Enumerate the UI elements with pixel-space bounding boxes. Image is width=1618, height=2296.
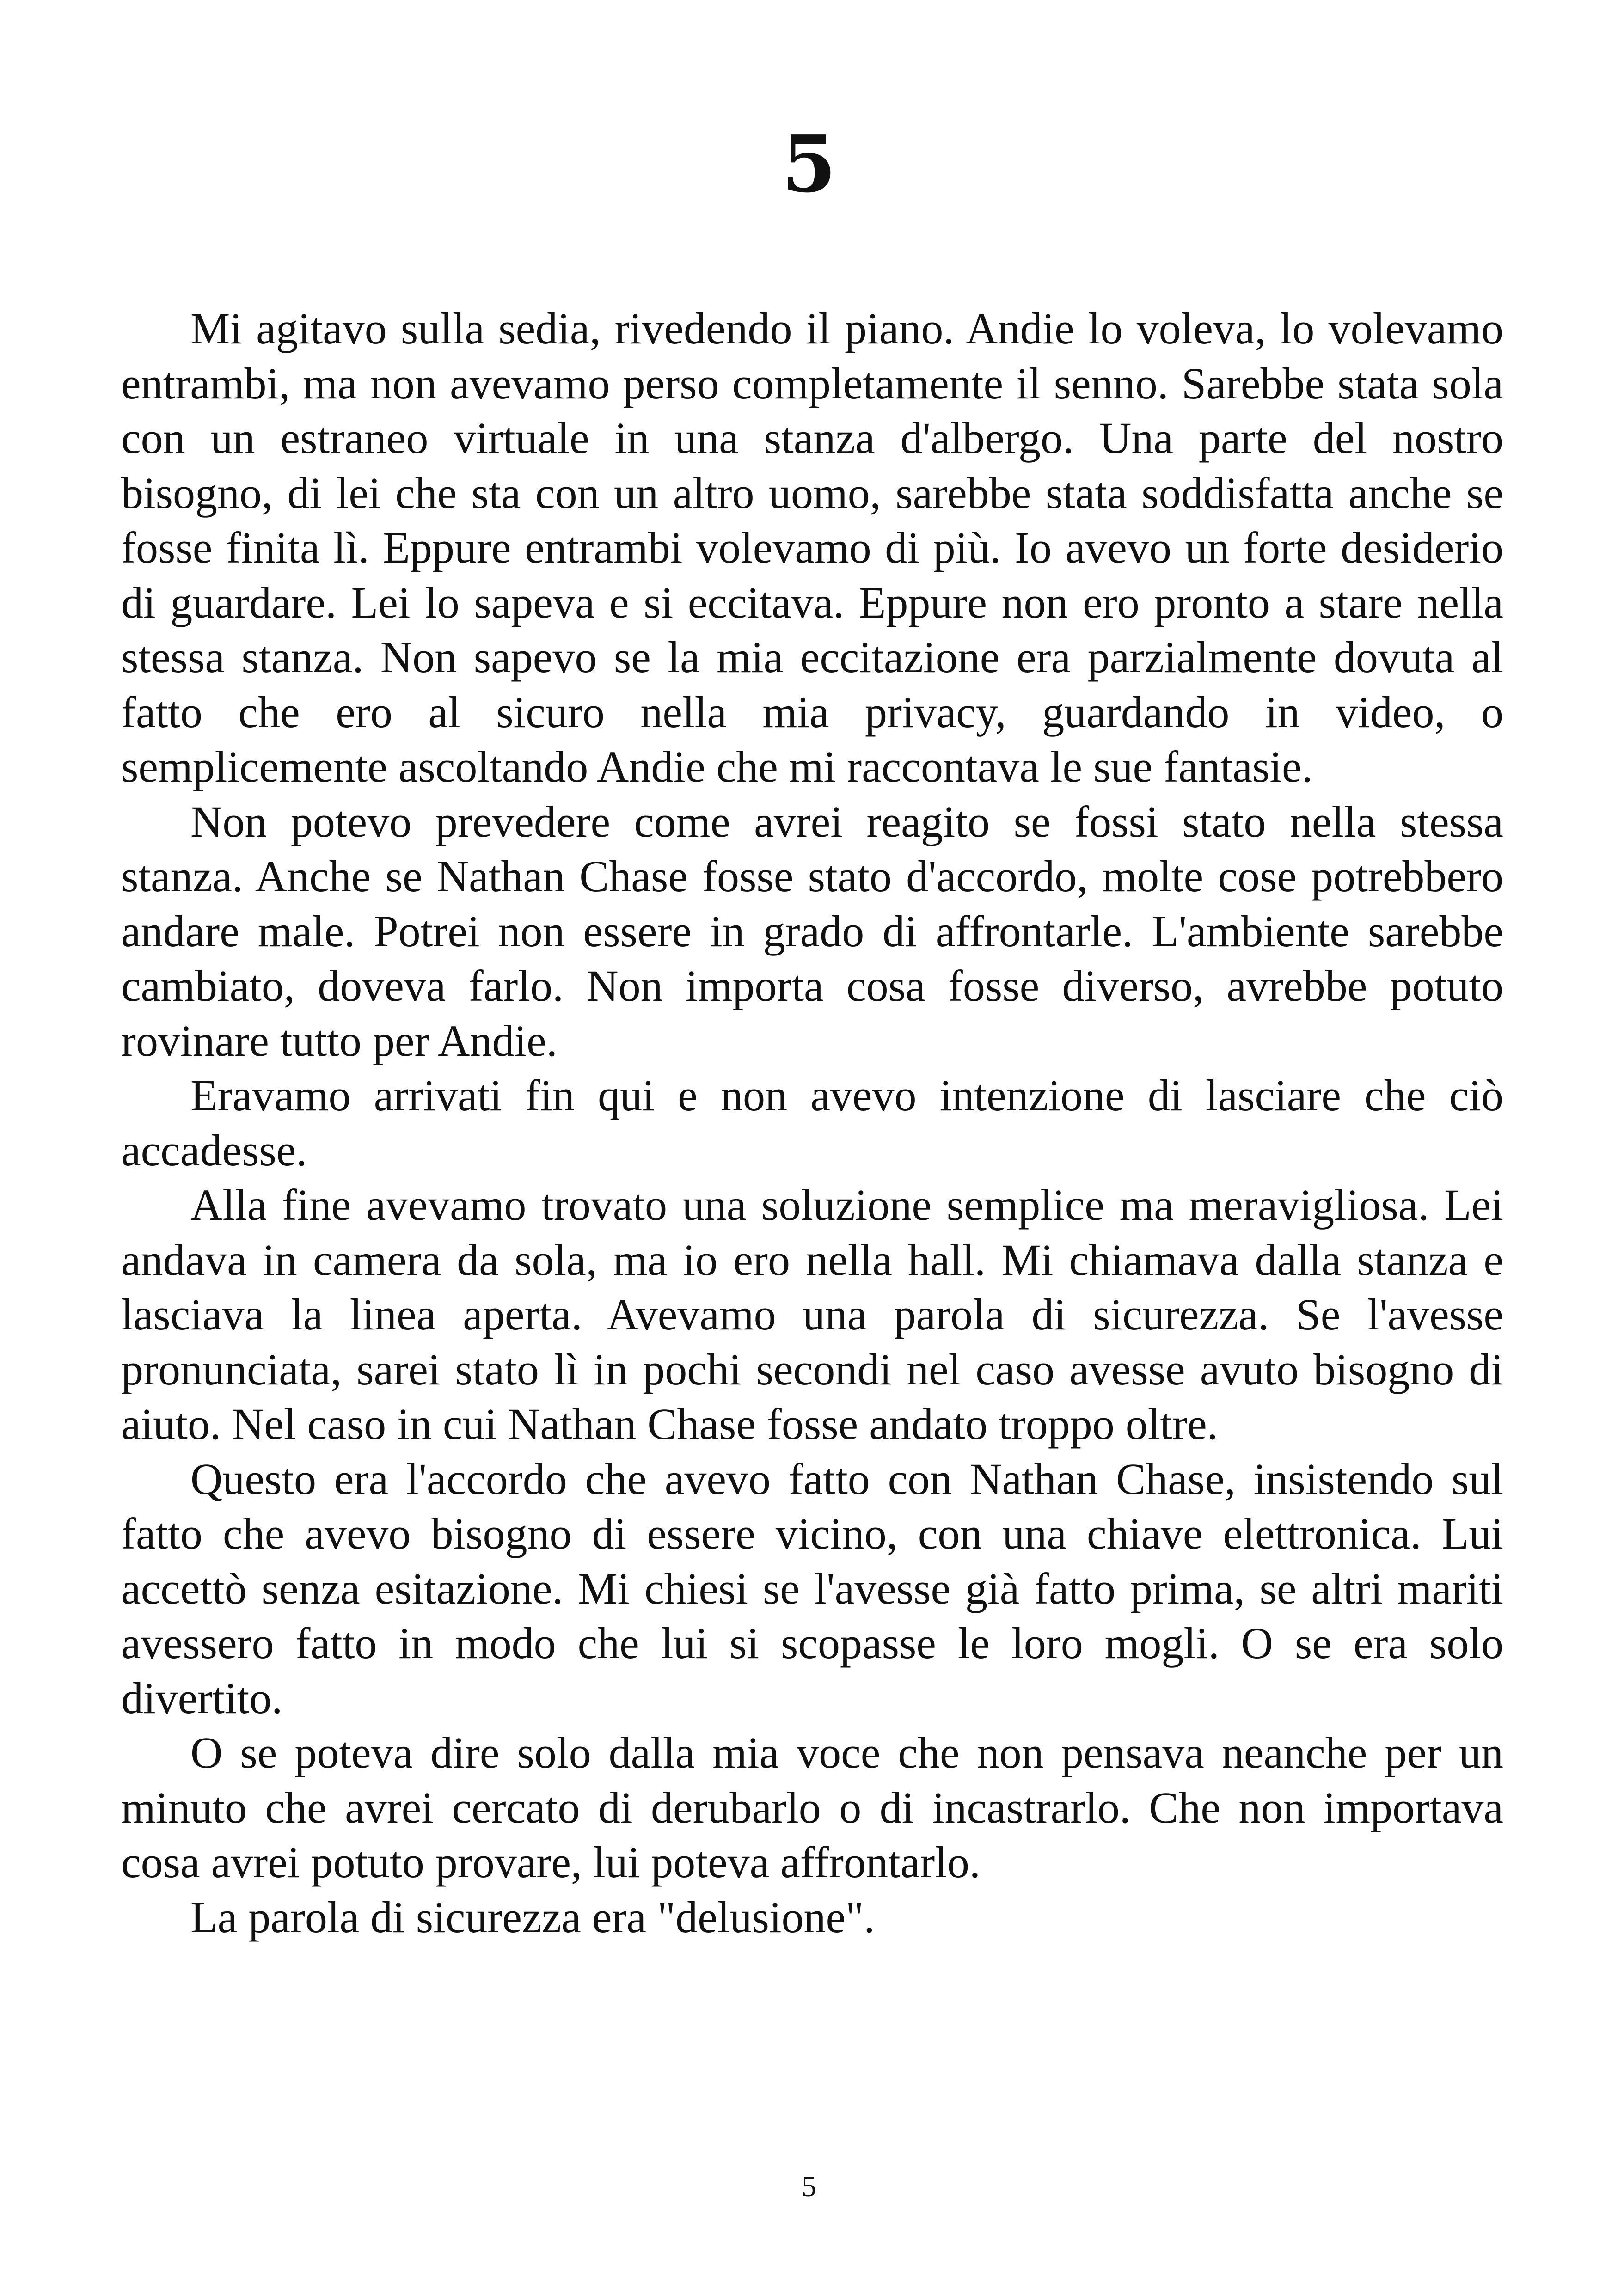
paragraph: Eravamo arrivati fin qui e non avevo intenzione di lasciare che ciò accadesse. (121, 1071, 1503, 1175)
page-number: 5 (802, 2170, 816, 2203)
paragraph: Alla fine avevamo trovato una soluzione semplice ma meravigliosa. Lei andava in camera da sola, ma io ero nella hall. Mi chiamava dalla stanza e lasciava la linea aperta. Avevamo una parola di sicurezza. Se l'avesse pronunciata, sarei stato lì in pochi secondi nel caso avesse avuto bisogno di aiuto. Nel caso in cui Nathan Chase fosse andato troppo oltre. (121, 1180, 1503, 1449)
chapter-body (121, 301, 1503, 1945)
paragraph: La parola di sicurezza era "delusione". (190, 1892, 875, 1942)
paragraph: Questo era l'accordo che avevo fatto con Nathan Chase, insistendo sul fatto che avevo bisogno di essere vicino, con una chiave elettronica. Lui accettò senza esitazione. Mi chiesi se l'avesse già fatto prima, se altri mariti avessero fatto in modo che lui si scopasse le loro mogli. O se era solo divertito. (121, 1454, 1503, 1723)
paragraph: O se poteva dire solo dalla mia voce che non pensava neanche per un minuto che avrei cercato di derubarlo o di incastrarlo. Che non importava cosa avrei potuto provare, lui poteva affrontarlo. (121, 1728, 1503, 1887)
chapter-title: 5 (781, 118, 837, 210)
paragraph: Non potevo prevedere come avrei reagito se fossi stato nella stessa stanza. Anche se Nathan Chase fosse stato d'accordo, molte cose potrebbero andare male. Potrei non essere in grado di affrontarle. L'ambiente sarebbe cambiato, doveva farlo. Non importa cosa fosse diverso, avrebbe potuto rovinare tutto per Andie. (121, 796, 1503, 1065)
paragraph: Mi agitavo sulla sedia, rivedendo il piano. Andie lo voleva, lo volevamo entrambi, ma non avevamo perso completamente il senno. Sarebbe stata sola con un estraneo virtuale in una stanza d'albergo. Una parte del nostro bisogno, di lei che sta con un altro uomo, sarebbe stata soddisfatta anche se fosse finita lì. Eppure entrambi volevamo di più. Io avevo un forte desiderio di guardare. Lei lo sapeva e si eccitava. Eppure non ero pronto a stare nella stessa stanza. Non sapevo se la mia eccitazione era parzialmente dovuta al fatto che ero al sicuro nella mia privacy, guardando in video, o semplicemente ascoltando Andie che mi raccontava le sue fantasie. (121, 304, 1503, 791)
